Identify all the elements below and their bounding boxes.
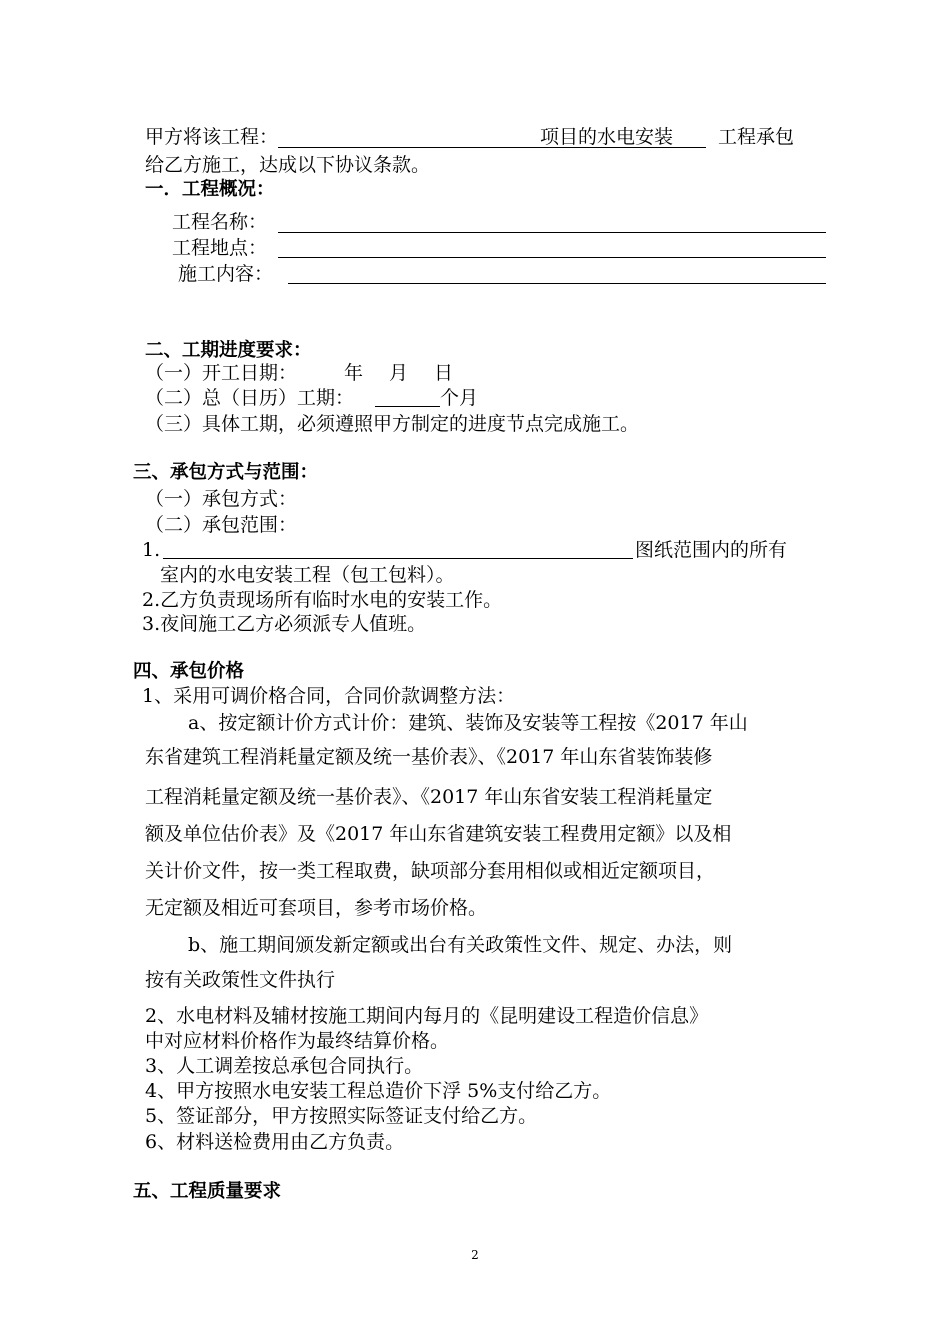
s4-a-line: 无定额及相近可套项目，参考市场价格。	[145, 897, 488, 919]
intro-prefix: 甲方将该工程：	[145, 126, 279, 148]
s2-year: 年	[344, 362, 364, 384]
s3-p2: 2.乙方负责现场所有临时水电的安装工作。	[142, 589, 503, 611]
s4-a-line: 额及单位估价表》及《2017 年山东省建筑安装工程费用定额》以及相	[145, 823, 732, 845]
s4-p3: 3、人工调差按总承包合同执行。	[145, 1055, 424, 1077]
s4-p5: 5、签证部分，甲方按照实际签证支付给乙方。	[145, 1105, 538, 1127]
s2-day: 日	[434, 362, 454, 384]
intro-suffix: 工程承包	[718, 126, 795, 148]
intro-project-text: 项目的水电安装	[540, 126, 674, 148]
s3-p1-blank-line	[163, 558, 633, 559]
s5-heading: 五、工程质量要求	[133, 1181, 282, 1202]
s4-a-line: a、按定额计价方式计价：建筑、装饰及安装等工程按《2017 年山	[188, 712, 748, 734]
s4-p6: 6、材料送检费用由乙方负责。	[145, 1131, 405, 1153]
s3-item2: （二）承包范围：	[145, 514, 298, 536]
s2-item1: （一）开工日期：	[145, 362, 298, 384]
s3-p1-suffix: 图纸范围内的所有	[635, 539, 788, 561]
s2-item3: （三）具体工期，必须遵照甲方制定的进度节点完成施工。	[145, 413, 640, 435]
s4-b-line: 按有关政策性文件执行	[145, 969, 336, 991]
s2-heading: 二、工期进度要求：	[145, 340, 312, 361]
s1-place-line	[278, 257, 826, 258]
s1-content-label: 施工内容：	[178, 263, 274, 285]
page-number: 2	[471, 1248, 479, 1262]
s4-p2-line2: 中对应材料价格作为最终结算价格。	[145, 1030, 450, 1052]
s4-a-line: 工程消耗量定额及统一基价表》、《2017 年山东省安装工程消耗量定	[145, 786, 713, 808]
s2-item2-prefix: （二）总（日历）工期：	[145, 387, 355, 409]
intro-line2: 给乙方施工，达成以下协议条款。	[145, 154, 431, 176]
s1-heading: 一．工程概况：	[145, 179, 275, 200]
s4-heading: 四、承包价格	[133, 661, 245, 682]
s4-a-line: 东省建筑工程消耗量定额及统一基价表》、《2017 年山东省装饰装修	[145, 746, 713, 768]
s1-place-label: 工程地点：	[172, 237, 268, 259]
s2-duration-line	[375, 406, 440, 407]
s3-item1: （一）承包方式：	[145, 488, 298, 510]
s4-a-line: 关计价文件，按一类工程取费，缺项部分套用相似或相近定额项目，	[145, 860, 716, 882]
s4-p4: 4、甲方按照水电安装工程总造价下浮 5%支付给乙方。	[145, 1080, 612, 1102]
s3-p1-line2: 室内的水电安装工程（包工包料）。	[160, 564, 455, 586]
s4-p1: 1、采用可调价格合同，合同价款调整方法：	[142, 685, 516, 707]
s3-heading: 三、承包方式与范围：	[133, 462, 319, 483]
s2-month: 月	[389, 362, 409, 384]
s3-p1-num: 1.	[142, 539, 161, 561]
s1-content-line	[288, 283, 826, 284]
s4-b-line: b、施工期间颁发新定额或出台有关政策性文件、规定、办法，则	[188, 934, 733, 956]
s2-item2-suffix: 个月	[440, 387, 479, 409]
s1-name-label: 工程名称：	[172, 211, 268, 233]
s4-p2-line1: 2、水电材料及辅材按施工期间内每月的《昆明建设工程造价信息》	[145, 1005, 709, 1027]
s3-p3: 3.夜间施工乙方必须派专人值班。	[142, 613, 427, 635]
s1-name-line	[278, 232, 826, 233]
